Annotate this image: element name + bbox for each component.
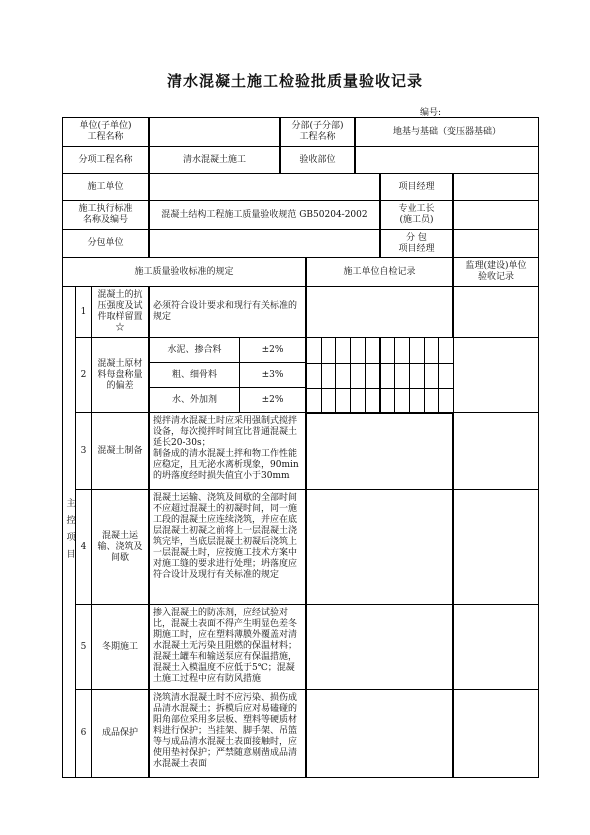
item-name: 成品保护 bbox=[91, 689, 149, 778]
measurement-cell[interactable] bbox=[438, 388, 454, 414]
sub-item-name: 粗、细骨料 bbox=[149, 362, 240, 388]
self-check-cell[interactable] bbox=[306, 489, 453, 605]
item-no: 1 bbox=[75, 286, 92, 338]
page-title: 清水混凝土施工检验批质量验收记录 bbox=[166, 72, 423, 90]
supervision-cell[interactable] bbox=[453, 337, 539, 413]
subdivision-value[interactable]: 地基与基础（变压器基础） bbox=[355, 117, 539, 147]
measurement-cell[interactable] bbox=[380, 388, 396, 414]
measurement-cell[interactable] bbox=[321, 337, 337, 364]
measurement-cell[interactable] bbox=[335, 388, 351, 414]
item-no: 4 bbox=[75, 489, 92, 605]
item-name: 混凝土运输、浇筑及间歇 bbox=[91, 489, 149, 605]
measurement-cell[interactable] bbox=[306, 363, 322, 389]
item-name: 混凝土制备 bbox=[91, 412, 149, 490]
sub-pm-label: 分 包 项目经理 bbox=[380, 229, 453, 258]
sub-pm-value[interactable] bbox=[453, 229, 539, 258]
standard-value[interactable]: 混凝土结构工程施工质量验收规范 GB50204-2002 bbox=[149, 200, 380, 230]
acceptance-part-value[interactable] bbox=[355, 146, 539, 174]
subcontractor-label: 分包单位 bbox=[62, 229, 149, 258]
supervision-cell[interactable] bbox=[453, 286, 539, 338]
measurement-cell[interactable] bbox=[335, 337, 351, 364]
item-name: 混凝土原材料每盘称量的偏差 bbox=[91, 337, 149, 413]
measurement-cell[interactable] bbox=[365, 337, 381, 364]
acceptance-record-table bbox=[63, 118, 539, 778]
measurement-cell[interactable] bbox=[350, 388, 366, 414]
foreman-label: 专业工长 (施工员) bbox=[380, 200, 453, 230]
acceptance-part-label: 验收部位 bbox=[280, 146, 355, 174]
project-manager-value[interactable] bbox=[453, 173, 539, 201]
measurement-cell[interactable] bbox=[409, 363, 425, 389]
self-check-cell[interactable] bbox=[306, 286, 453, 338]
item-name: 混凝土的抗压强度及试件取样留置☆ bbox=[91, 286, 149, 338]
item-spec: 掺入混凝土的防冻剂，应经试验对比，混凝土表面不得产生明显色差冬期施工时，应在塑料薄膜外覆盖对清水混凝土无污染且阻燃的保温材料；混凝土罐车和输送泵应有保温措施，混凝土入模温度不应低于5℃；混凝土施工过程中应有防风措施 bbox=[149, 604, 306, 690]
spec-column-header: 施工质量验收标准的规定 bbox=[62, 257, 306, 287]
sub-item-tolerance: ±2% bbox=[239, 387, 306, 413]
item-spec: 混凝土运输、浇筑及间歇的全部时间不应超过混凝土的初凝时间，同一施工段的混凝土应连续浇筑，并应在底层混凝土初凝之前将上一层混凝土浇筑完毕，当底层混凝土初凝后浇筑上一层混凝土时，应按施工技术方案中对施工缝的要求进行处理；坍落度应符合设计及现行有关标准的规定 bbox=[149, 489, 306, 605]
supervision-cell[interactable] bbox=[453, 689, 539, 778]
measurement-cell[interactable] bbox=[424, 337, 440, 364]
item-no: 3 bbox=[75, 412, 92, 490]
measurement-cell[interactable] bbox=[365, 363, 381, 389]
measurement-cell[interactable] bbox=[394, 363, 410, 389]
subitem-value[interactable]: 清水混凝土施工 bbox=[149, 146, 280, 174]
sub-item-name: 水、外加剂 bbox=[149, 387, 240, 413]
measurement-cell[interactable] bbox=[380, 337, 396, 364]
item-spec: 搅拌清水混凝土时应采用强制式搅拌设备，每次搅拌时间宜比普通混凝土延长20-30s； 制备成的清水混凝土拌和物工作性能应稳定，且无泌水离析现象，90min的坍落度经时损失值宜小于30mm bbox=[149, 412, 306, 490]
measurement-cell[interactable] bbox=[394, 337, 410, 364]
measurement-cell[interactable] bbox=[424, 363, 440, 389]
sub-item-name: 水泥、掺合料 bbox=[149, 337, 240, 363]
measurement-cell[interactable] bbox=[321, 388, 337, 414]
doc-number-label: 编号: bbox=[420, 108, 442, 118]
self-check-cell[interactable] bbox=[306, 412, 453, 490]
measurement-cell[interactable] bbox=[409, 388, 425, 414]
measurement-cell[interactable] bbox=[306, 337, 322, 364]
self-check-grid[interactable] bbox=[307, 338, 454, 414]
contractor-value[interactable] bbox=[149, 173, 380, 201]
measurement-cell[interactable] bbox=[350, 363, 366, 389]
measurement-cell[interactable] bbox=[438, 363, 454, 389]
item-name: 冬期施工 bbox=[91, 604, 149, 690]
measurement-cell[interactable] bbox=[321, 363, 337, 389]
item-no: 6 bbox=[75, 689, 92, 778]
measurement-cell[interactable] bbox=[306, 388, 322, 414]
foreman-value[interactable] bbox=[453, 200, 539, 230]
item-spec: 必须符合设计要求和现行有关标准的规定 bbox=[149, 286, 306, 338]
sub-item-tolerance: ±3% bbox=[239, 362, 306, 388]
measurement-cell[interactable] bbox=[380, 363, 396, 389]
subcontractor-value[interactable] bbox=[149, 229, 380, 258]
self-check-cell[interactable] bbox=[306, 604, 453, 690]
supervision-cell[interactable] bbox=[453, 604, 539, 690]
contractor-label: 施工单位 bbox=[62, 173, 149, 201]
self-check-column-header: 施工单位自检记录 bbox=[306, 257, 453, 287]
subdivision-label: 分部(子分部) 工程名称 bbox=[280, 117, 355, 147]
unit-value[interactable] bbox=[149, 117, 280, 147]
item-no: 2 bbox=[75, 337, 92, 413]
main-control-label: 主控项目 bbox=[62, 286, 76, 778]
measurement-cell[interactable] bbox=[335, 363, 351, 389]
measurement-cell[interactable] bbox=[394, 388, 410, 414]
standard-label: 施工执行标准 名称及编号 bbox=[62, 200, 149, 230]
measurement-cell[interactable] bbox=[365, 388, 381, 414]
item-spec: 浇筑清水混凝土时不应污染、损伤成品清水混凝土；拆模后应对易磕碰的阳角部位采用多层板、塑料等硬质材料进行保护；当挂架、脚手架、吊篮等与成品清水混凝土表面接触时，应使用垫衬保护；严禁随意剔凿成品清水混凝土表面 bbox=[149, 689, 306, 778]
measurement-cell[interactable] bbox=[424, 388, 440, 414]
supervision-cell[interactable] bbox=[453, 412, 539, 490]
measurement-cell[interactable] bbox=[438, 337, 454, 364]
subitem-label: 分项工程名称 bbox=[62, 146, 149, 174]
project-manager-label: 项目经理 bbox=[380, 173, 453, 201]
supervision-column-header: 监理(建设)单位 验收记录 bbox=[453, 257, 539, 287]
item-no: 5 bbox=[75, 604, 92, 690]
sub-item-tolerance: ±2% bbox=[239, 337, 306, 363]
supervision-cell[interactable] bbox=[453, 489, 539, 605]
unit-label: 单位(子单位) 工程名称 bbox=[62, 117, 149, 147]
measurement-cell[interactable] bbox=[350, 337, 366, 364]
measurement-cell[interactable] bbox=[409, 337, 425, 364]
self-check-cell[interactable] bbox=[306, 689, 453, 778]
